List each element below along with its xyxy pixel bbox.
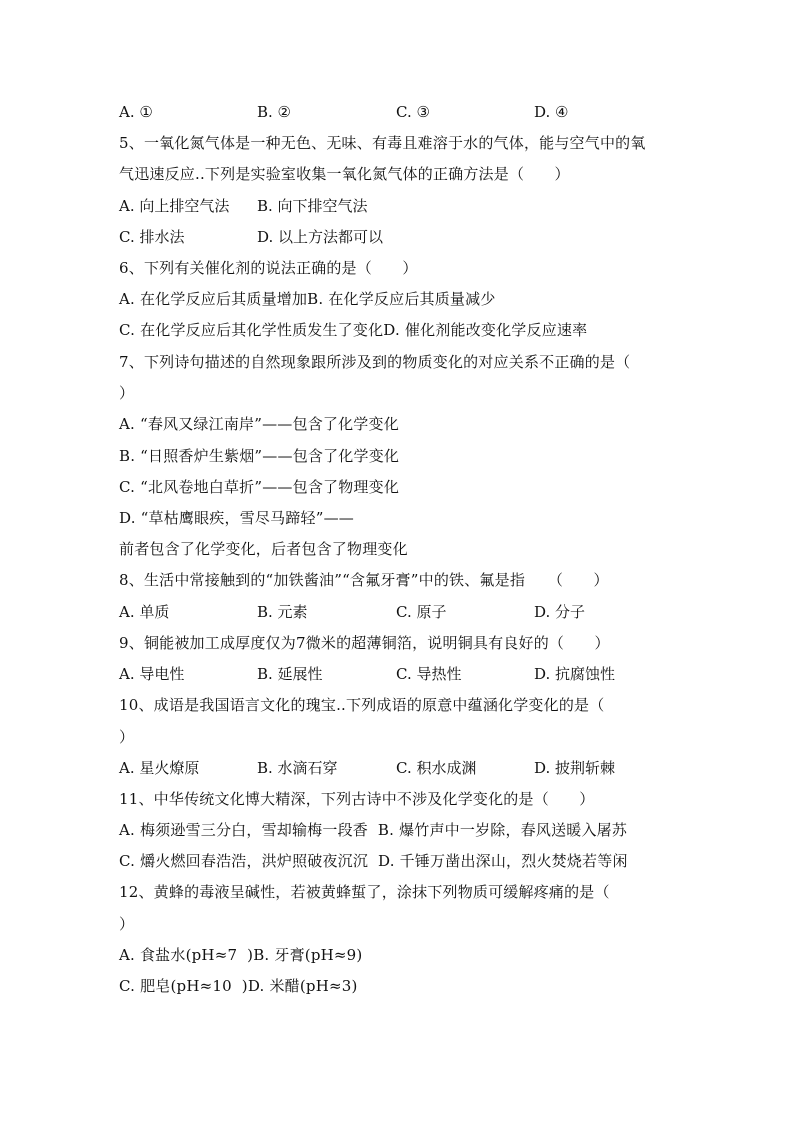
q9-option-a[interactable]: A. 导电性 xyxy=(119,665,185,683)
q10-option-b[interactable]: B. 水滴石穿 xyxy=(257,759,338,777)
q7-option-d-continued: 前者包含了化学变化，后者包含了物理变化 xyxy=(119,540,408,558)
q7-option-d[interactable]: D. “草枯鹰眼疾，雪尽马蹄轻”—— xyxy=(119,509,354,527)
q12-stem-line-1: 12、黄蜂的毒液呈碱性，若被黄蜂蜇了，涂抹下列物质可缓解疼痛的是（ xyxy=(119,883,610,901)
q5-stem-line-1: 5、一氧化氮气体是一种无色、无味、有毒且难溶于水的气体，能与空气中的氧 xyxy=(119,134,646,152)
q7-option-a[interactable]: A. “春风又绿江南岸”——包含了化学变化 xyxy=(119,415,399,433)
q4-option-d[interactable]: D. ④ xyxy=(534,103,569,121)
q9-option-c[interactable]: C. 导热性 xyxy=(396,665,462,683)
q6-options-line-2[interactable]: C. 在化学反应后其化学性质发生了变化D. 催化剂能改变化学反应速率 xyxy=(119,321,588,339)
q6-options-line-1[interactable]: A. 在化学反应后其质量增加B. 在化学反应后其质量减少 xyxy=(119,290,496,308)
q10-stem-line-1: 10、成语是我国语言文化的瑰宝..下列成语的原意中蕴涵化学变化的是（ xyxy=(119,696,605,714)
q7-option-b[interactable]: B. “日照香炉生紫烟”——包含了化学变化 xyxy=(119,447,400,465)
q12-stem-line-2: ） xyxy=(119,915,135,933)
q10-option-d[interactable]: D. 披荆斩棘 xyxy=(534,759,616,777)
q11-options-line-2[interactable]: C. 爝火燃回春浩浩，洪炉照破夜沉沉 D. 千锤万凿出深山，烈火焚烧若等闲 xyxy=(119,852,628,870)
q12-options-line-1[interactable]: A. 食盐水(pH≈7 )B. 牙膏(pH≈9) xyxy=(119,946,363,964)
q8-option-d[interactable]: D. 分子 xyxy=(534,603,586,621)
q9-stem: 9、铜能被加工成厚度仅为7微米的超薄铜箔，说明铜具有良好的（ ） xyxy=(119,634,610,652)
q5-option-a[interactable]: A. 向上排空气法 xyxy=(119,197,230,215)
q5-option-c[interactable]: C. 排水法 xyxy=(119,228,185,246)
q4-option-c[interactable]: C. ③ xyxy=(396,103,430,121)
q10-stem-line-2: ） xyxy=(119,728,135,746)
q4-option-a[interactable]: A. ① xyxy=(119,103,153,121)
q5-option-d[interactable]: D. 以上方法都可以 xyxy=(257,228,384,246)
q7-option-c[interactable]: C. “北风卷地白草折”——包含了物理变化 xyxy=(119,478,400,496)
q10-option-a[interactable]: A. 星火燎原 xyxy=(119,759,200,777)
q7-stem-line-2: ） xyxy=(119,384,135,402)
q9-option-d[interactable]: D. 抗腐蚀性 xyxy=(534,665,616,683)
q8-option-b[interactable]: B. 元素 xyxy=(257,603,308,621)
q8-option-c[interactable]: C. 原子 xyxy=(396,603,447,621)
q10-option-c[interactable]: C. 积水成渊 xyxy=(396,759,477,777)
q12-options-line-2[interactable]: C. 肥皂(pH≈10 )D. 米醋(pH≈3) xyxy=(119,977,358,995)
q8-option-a[interactable]: A. 单质 xyxy=(119,603,170,621)
q9-option-b[interactable]: B. 延展性 xyxy=(257,665,323,683)
q6-stem: 6、下列有关催化剂的说法正确的是（ ） xyxy=(119,259,418,277)
q11-options-line-1[interactable]: A. 梅须逊雪三分白，雪却输梅一段香 B. 爆竹声中一岁除，春风送暖入屠苏 xyxy=(119,821,628,839)
q11-stem: 11、中华传统文化博大精深，下列古诗中不涉及化学变化的是（ ） xyxy=(119,790,595,808)
q7-stem-line-1: 7、下列诗句描述的自然现象跟所涉及到的物质变化的对应关系不正确的是（ xyxy=(119,353,631,371)
q5-stem-line-2: 气迅速反应..下列是实验室收集一氧化氮气体的正确方法是（ ） xyxy=(119,165,570,183)
q4-option-b[interactable]: B. ② xyxy=(257,103,292,121)
q8-stem: 8、生活中常接触到的“加铁酱油”“含氟牙膏”中的铁、氟是指 （ ） xyxy=(119,571,609,589)
q5-option-b[interactable]: B. 向下排空气法 xyxy=(257,197,368,215)
